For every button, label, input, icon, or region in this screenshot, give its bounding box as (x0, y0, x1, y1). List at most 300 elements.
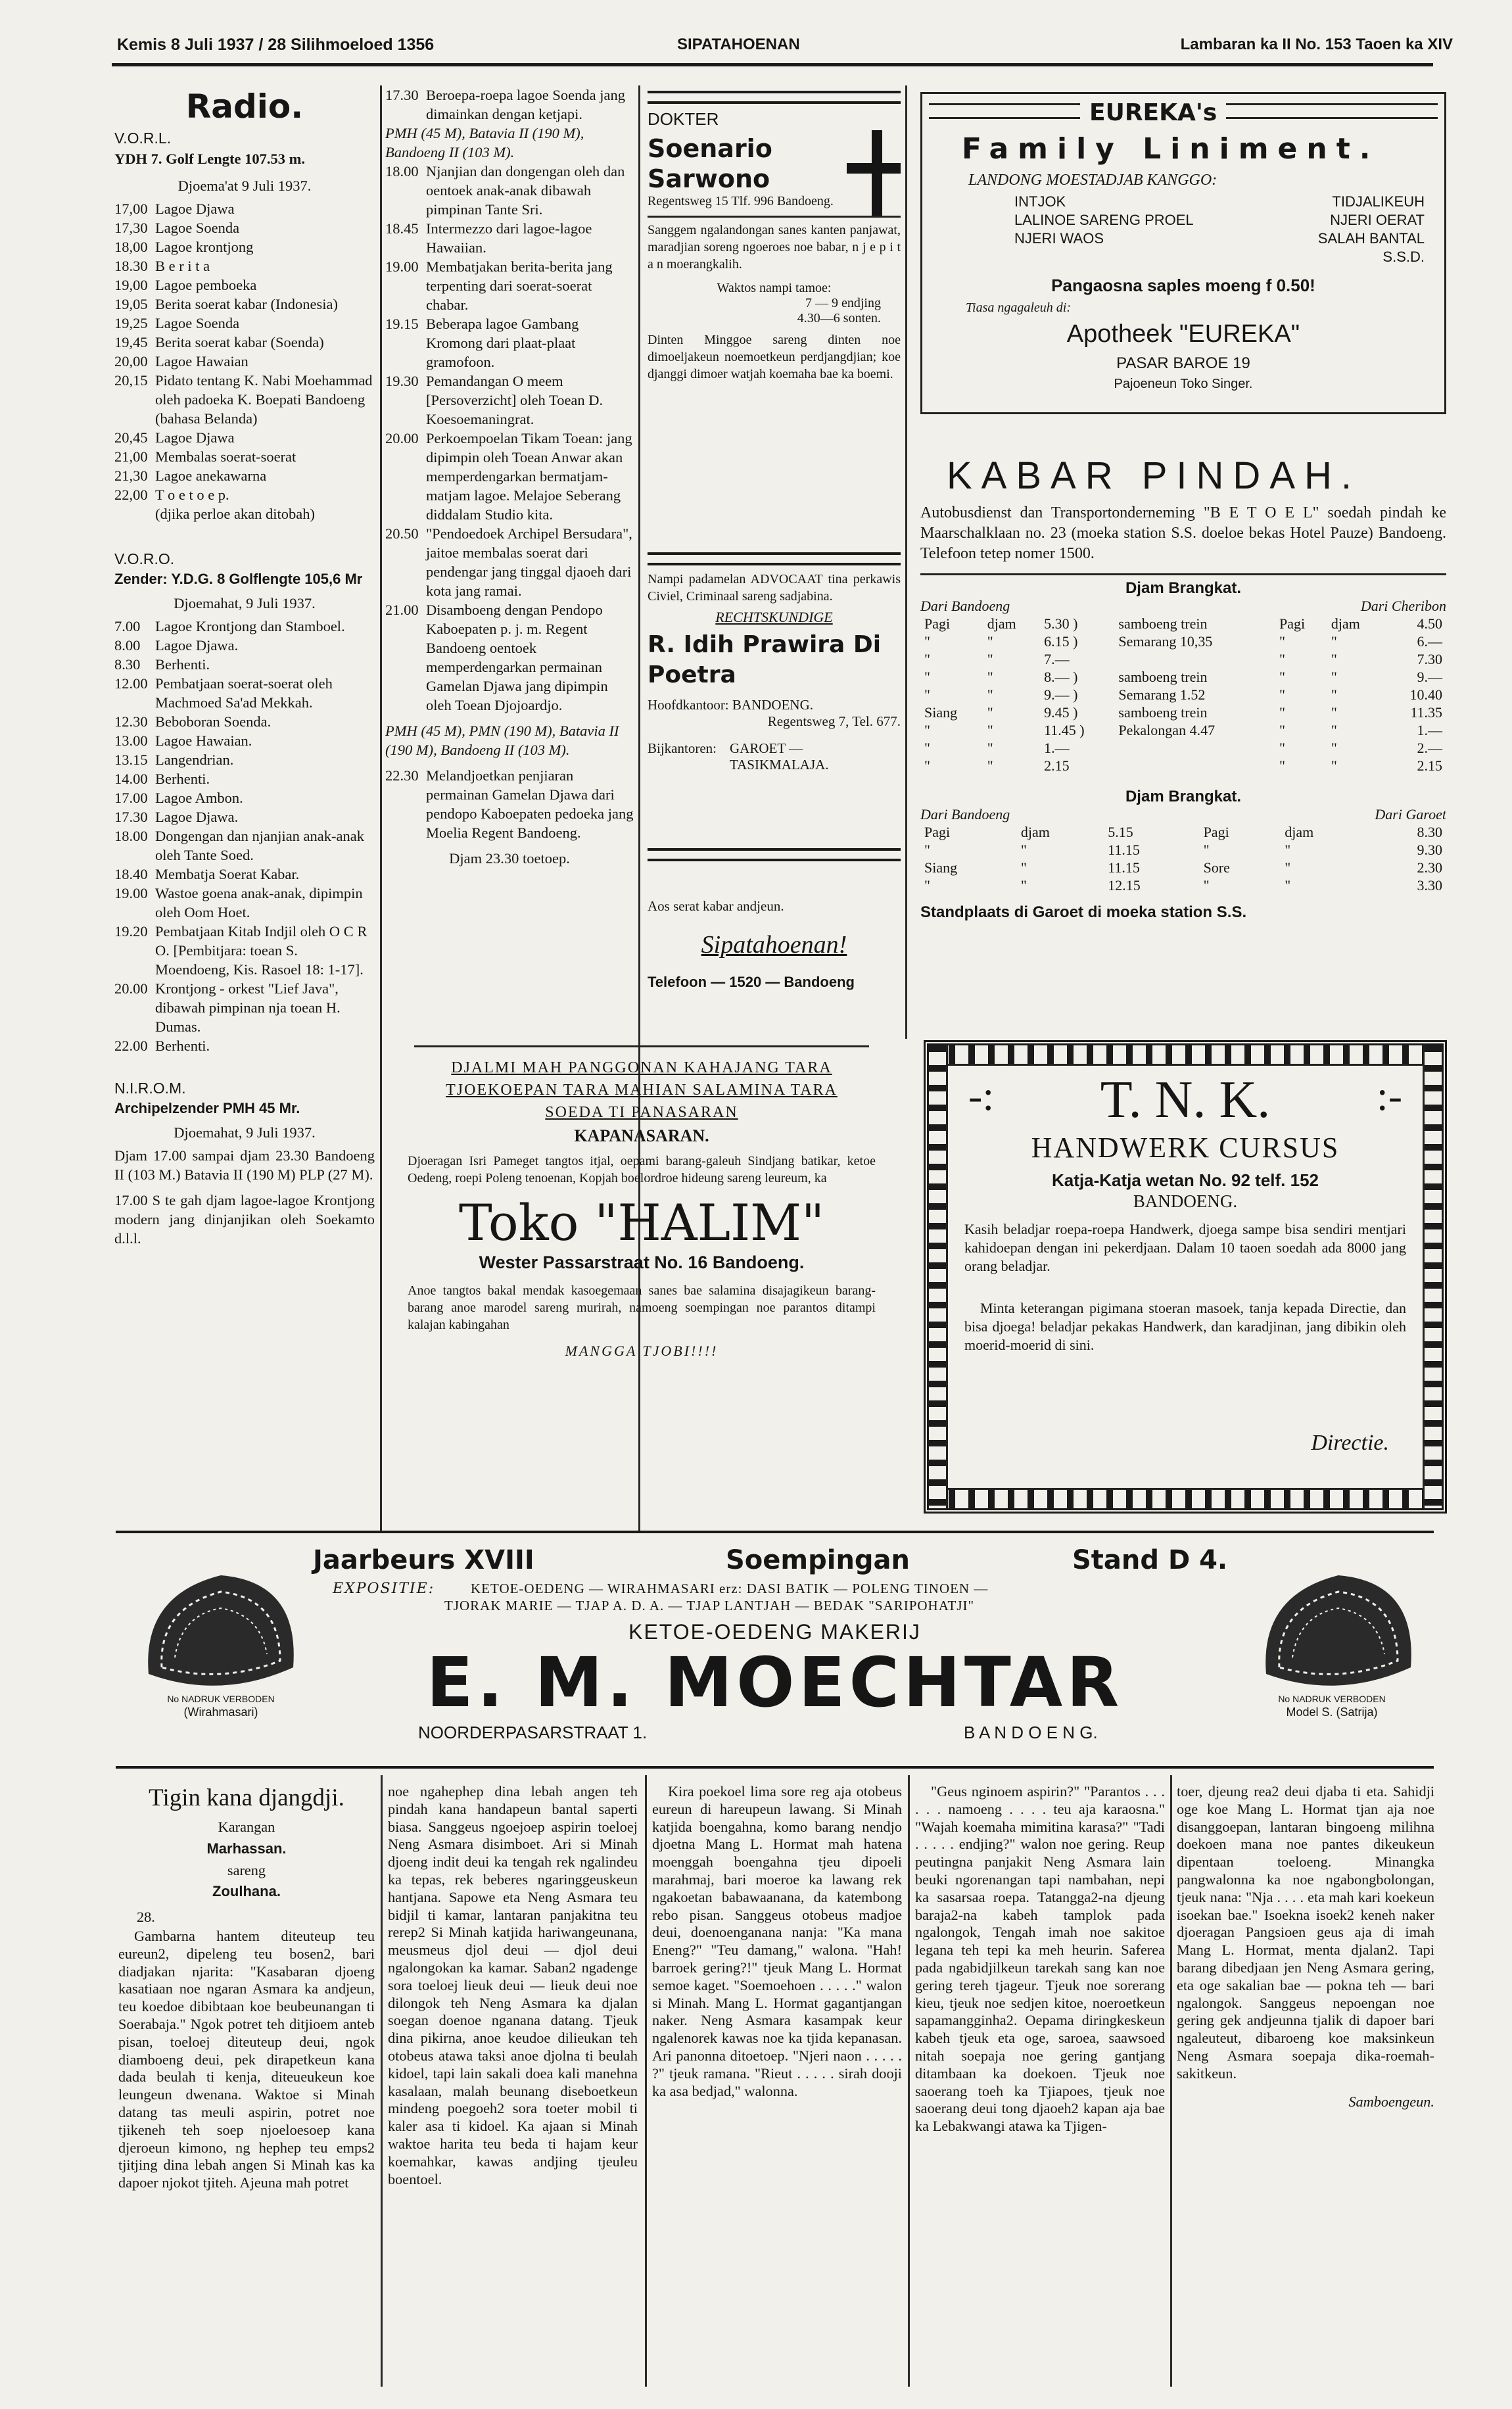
vorl-time: 17,30 (114, 220, 148, 236)
voro-item (114, 922, 375, 979)
voro-item (114, 674, 375, 712)
schedule-cell: 6.15 ) (1044, 633, 1078, 650)
radio2-program: Beberapa lagoe Gambang Kromong dari plaat-plaat gramofoon. (426, 316, 579, 370)
voro-program: Langendrian. (155, 751, 234, 768)
radio2-time: 19.00 (385, 258, 419, 275)
vorl-item (114, 256, 375, 275)
radio2-item (385, 85, 634, 124)
schedule-cell: " (987, 757, 993, 774)
vorl-item (114, 428, 375, 447)
schedule-cell: 8.— ) (1044, 669, 1078, 685)
schedule-cell: " (1331, 651, 1337, 667)
story-col-3 (652, 1783, 902, 2388)
vorl-time: 19,00 (114, 277, 148, 293)
left-cap-name: (Wirahmasari) (183, 1705, 258, 1719)
voro-time: 22.00 (114, 1038, 148, 1054)
schedule-cell: " (1279, 669, 1285, 685)
schedule-cell: " (1279, 740, 1285, 756)
bus-text: Autobusdienst dan Transportonderneming "B E T O E L" soedah pindah ke Maarschalklaan no. 23 (moeka station S.S. doeloe bekas Hotel Pauze) Bandoeng. Telefoon tetep nomer 1500. (920, 504, 1446, 562)
story-sign: Samboengeun. (1348, 2093, 1434, 2110)
voro-item (114, 769, 375, 788)
vorl-item (114, 485, 375, 504)
schedule-row (920, 876, 1446, 894)
radio2-item (385, 600, 634, 715)
voro-program: Lagoe Djawa. (155, 809, 239, 825)
voro-item (114, 788, 375, 807)
voro-sub: Zender: Y.D.G. 8 Golflengte 105,6 Mr (114, 571, 363, 587)
radio2-program: Membatjakan berita-berita jang terpenting dari soerat-soerat chabar. (426, 258, 613, 313)
doctor-name-2: Sarwono (648, 164, 770, 193)
nirom-date: Djoemahat, 9 Juli 1937. (174, 1124, 316, 1141)
vorl-item (114, 314, 375, 333)
bus-title: KABAR PINDAH. (947, 454, 1361, 497)
schedule-cell: samboeng trein (1118, 669, 1208, 685)
schedule-cell: samboeng trein (1118, 704, 1208, 721)
schedule-cell: " (924, 740, 930, 756)
schedule-cell: 1.— (1044, 740, 1070, 756)
vorl-program: Lagoe Soenda (155, 220, 240, 236)
schedule-cell: " (987, 669, 993, 685)
halim-kapan: KAPANASARAN. (574, 1126, 709, 1145)
vorl-program: Lagoe Hawaian (155, 353, 248, 370)
border-ornament (929, 1488, 1442, 1508)
voro-program: Berhenti. (155, 1038, 210, 1054)
voro-program: Membatja Soerat Kabar. (155, 866, 300, 882)
voro-program: Wastoe goena anak-anak, dipimpin oleh Oom Hoet. (155, 885, 363, 920)
radio2-end: Djam 23.30 toetoep. (449, 850, 570, 867)
schedule-cell: 9.45 ) (1044, 704, 1078, 721)
schedule-cell: " (924, 686, 930, 703)
schedule-cell: Semarang 10,35 (1118, 633, 1213, 650)
schedule-cell: " (1285, 877, 1291, 894)
story-author-1: Marhassan. (206, 1840, 287, 1857)
vorl-item (114, 447, 375, 466)
schedule-cell: Pagi (1279, 615, 1306, 632)
bijkantor-label: Bijkantoren: (648, 740, 717, 756)
vorl-time: 20,45 (114, 429, 148, 446)
story-karangan: Karangan (218, 1819, 275, 1835)
halim-top: DJALMI MAH PANGGONAN KAHAJANG TARA TJOEKOEPAN TARA MAHIAN SALAMINA TARA SOEDA TI PANASARAN (446, 1059, 838, 1121)
radio2-mid: PMH (45 M), PMN (190 M), Batavia II (190 M), Bandoeng II (103 M). (385, 723, 619, 758)
stand: Stand D 4. (1072, 1545, 1228, 1575)
voro-schedule (114, 617, 375, 1055)
moechtar-ad (116, 1531, 1434, 1754)
doctor-name-1: Soenario (648, 134, 772, 163)
vorl-time: 20,00 (114, 353, 148, 370)
vorl-program: Lagoe Soenda (155, 315, 240, 331)
schedule-cell: 10.40 (1409, 686, 1442, 703)
right-cap-caption: No NADRUK VERBODEN (1278, 1694, 1386, 1704)
voro-time: 17.00 (114, 790, 148, 806)
schedule-cell: Siang (924, 704, 958, 721)
tnk-ad: -: :- T. N. K. HANDWERK CURSUS Katja-Katja wetan No. 92 telf. 152 BANDOENG. Kasih beladjar roepa-roepa Handwerk, djoega sampe bisa sendiri mentjari kahidoepan dengan ini pekerdjaan. Dalam 10 taoen soedah ada 8000 jang orang beladjar. Minta keterangan pigimana stoeran masoek, tanja kepada Directie, dan bisa djoega! beladjar pekakas Handwerk, dan karadjinan, jang dibikin oleh moerid-moerid di sini. Directie. (924, 1040, 1447, 1514)
radio2-time: 18.00 (385, 163, 419, 179)
voro-head: V.O.R.O. (114, 550, 175, 567)
schedule-row (920, 632, 1446, 650)
tnk-sign: Directie. (1311, 1431, 1389, 1455)
vorl-item (114, 371, 375, 428)
voro-time: 14.00 (114, 771, 148, 787)
voro-program: Krontjong - orkest "Lief Java", dibawah pimpinan nja toean H. Dumas. (155, 980, 341, 1035)
story-text-2: noe ngahephep dina lebah angen teh pindah kana handapeun bantal saperti biasa. Sanggeus ngoejoep aspirin toeloej Neng Asmara disimboet. Ari si Minah djoeng indit deui ka tengah rek ngalindeu ka tepas, rek beberes ngaringgeuskeun hantjana. Sapowe eta Neng Asmara teu bidjil ti kamar, lantaran panjakitna teu rerep2 Si Minah katjida hariwangeunana, meusmeus djol deui — djol deui ngalongokan ka kamar. Saban2 ngadenge sora toeloej lieuk deui — lieuk deui noe dilongok teh Neng Asmara ka djalan soegan doenoe nganana datang. Tjeuk dina pikirna, anoe keudoe dilieukan teh otobeus atawa taksi anoe djolna ti beulah kidoel, tapi lain sakali doea kali manehna kasalaan, malah beunang diseboetkeun mindeng poegoeh2 sora toeter mobil ti kaler asa ti kidoel. Ka ajaan si Minah waktoe harita teu beda ti hajam keur koemahkar, kawas andjing tjeuleu boentoel. (388, 1783, 638, 2187)
radio2-item (385, 162, 634, 219)
kantor-label: Hoofdkantoor: (648, 697, 729, 713)
radio2-time: 21.00 (385, 602, 419, 618)
radio2-time: 19.15 (385, 316, 419, 332)
voro-time: 13.15 (114, 751, 148, 768)
vorl-time (114, 504, 155, 523)
moechtar-name: E. M. MOECHTAR (426, 1642, 1123, 1723)
vorl-schedule (114, 199, 375, 523)
radio2-item (385, 314, 634, 371)
halim-name: Toko "HALIM" (459, 1193, 824, 1252)
schedule-row (920, 739, 1446, 757)
schedule-cell: samboeng trein (1118, 615, 1208, 632)
doctor-text: Sanggem ngalandongan sanes kanten panjawat, maradjian soreng ngoeroes noe babar, n j e p i t a n moerangkalih. (648, 223, 901, 272)
radio-title: Radio. (185, 87, 304, 126)
eureka-ailment: TIDJALIKEUH (1332, 193, 1425, 210)
halim-footer: MANGGA TJOBI!!!! (565, 1343, 719, 1359)
schedule-cell: Pagi (924, 615, 951, 632)
eureka-address: PASAR BAROE 19 (1116, 354, 1250, 372)
rule (648, 91, 901, 104)
voro-program: Lagoe Ambon. (155, 790, 243, 806)
voro-item (114, 826, 375, 865)
vorl-head: V.O.R.L. (114, 130, 172, 147)
eureka-price: Pangaosna saples moeng f 0.50! (1051, 275, 1315, 295)
schedule-cell: " (1279, 651, 1285, 667)
vorl-program: Berita soerat kabar (Indonesia) (155, 296, 338, 312)
advocaat-ad (648, 552, 901, 842)
voro-program: Pembatjaan Kitab Indjil oleh O C R O. [Pembitjara: toean S. Moendoeng, Kis. Rasoel 18: 1-17]. (155, 923, 367, 978)
jaarbeurs: Jaarbeurs XVIII (313, 1545, 534, 1575)
schedule-row (920, 841, 1446, 859)
radio2-last (385, 766, 634, 842)
vorl-time: 19,05 (114, 296, 148, 312)
vorl-item (114, 199, 375, 218)
vorl-time: 22,00 (114, 487, 148, 503)
schedule-cell: djam (987, 615, 1016, 632)
schedule-cell: " (1279, 722, 1285, 738)
nirom-head: N.I.R.O.M. (114, 1080, 186, 1097)
schedule-cell: " (1331, 686, 1337, 703)
schedule-cell (1114, 650, 1275, 668)
vorl-program: Lagoe Djawa (155, 201, 235, 217)
vorl-program: B e r i t a (155, 258, 210, 274)
voro-program: Lagoe Krontjong dan Stamboel. (155, 618, 345, 634)
sipat-name: Sipatahoenan! (701, 931, 847, 959)
radio2-time: 20.00 (385, 430, 419, 446)
schedule-cell: 9.— (1417, 669, 1442, 685)
schedule-row (920, 686, 1446, 704)
schedule-cell: Siang (924, 859, 958, 876)
doctor-hours-label: Waktos nampi tamoe: (717, 281, 832, 295)
schedule-cell: " (1020, 859, 1027, 876)
story-col-2 (388, 1783, 638, 2388)
rule (648, 552, 901, 565)
schedule-cell: djam (1285, 824, 1314, 840)
schedule-cell: 9.30 (1417, 842, 1442, 858)
schedule-table-1 (920, 615, 1446, 775)
schedule-cell: " (1279, 704, 1285, 721)
vorl-item (114, 295, 375, 314)
schedule-cell: 2.— (1417, 740, 1442, 756)
expo-label: EXPOSITIE: (333, 1581, 435, 1597)
schedule-row (920, 704, 1446, 721)
schedule-cell: " (1331, 722, 1337, 738)
radio2-program: Perkoempoelan Tikam Toean: jang dipimpin oleh Toean Anwar akan memperdengarkan bermatjam-matjam lagoe. Melajoe Seberang diddalam Studio kita. (426, 430, 632, 523)
schedule-cell: " (1203, 842, 1210, 858)
voro-program: Berhenti. (155, 771, 210, 787)
schedule-cell: " (1285, 859, 1291, 876)
halim-ad (381, 1045, 902, 1519)
schedule-cell: 9.— ) (1044, 686, 1078, 703)
schedule-cell (1114, 739, 1275, 757)
story-number: 28. (137, 1909, 155, 1926)
voro-time: 7.00 (114, 618, 141, 634)
bus-brangkat: Djam Brangkat. (1125, 579, 1242, 597)
schedule-cell: " (924, 842, 930, 858)
schedule-cell: " (1020, 877, 1027, 894)
schedule-row (920, 859, 1446, 876)
schedule-cell: " (924, 669, 930, 685)
vorl-program: Lagoe pemboeka (155, 277, 257, 293)
schedule-cell: " (924, 633, 930, 650)
voro-time: 19.20 (114, 923, 148, 940)
radio2-program: Disamboeng dengan Pendopo Kaboepaten p. j. m. Regent Bandoeng oentoek memperdengarkan permainan Gamelan Djawa jang dipimpin oleh Toean Djojoardjo. (426, 602, 608, 713)
vorl-program: Berita soerat kabar (Soenda) (155, 334, 324, 350)
voro-program: Berhenti. (155, 656, 210, 673)
halim-text: Djoeragan Isri Pameget tangtos itjal, oepami barang-galeuh Sindjang batikar, ketoe Oedeng, roepi Poleng tenoenan, Kopjah boelordroe hideung sareng leureum, ka (408, 1154, 876, 1185)
radio2-item (385, 766, 634, 842)
voro-item (114, 865, 375, 884)
radio2-schedule (385, 85, 634, 715)
voro-time: 13.00 (114, 732, 148, 749)
schedule-cell: " (1279, 686, 1285, 703)
voro-time: 17.30 (114, 809, 148, 825)
doctor-address: Regentsweg 15 Tlf. 996 Bandoeng. (648, 194, 834, 208)
story-author-2: Zoulhana. (212, 1883, 281, 1900)
halim-text-2: Anoe tangtos bakal mendak kasoegemaan sanes bae salamina disajagikeun barang-barang anoe marodel sareng murirah, namoeng soempingan noe parantos ditampi kalajan kabingahan (408, 1283, 876, 1332)
story-title: Tigin kana djangdji. (149, 1784, 344, 1811)
vorl-program: Pidato tentang K. Nabi Moehammad oleh padoeka K. Boepati Bandoeng (bahasa Belanda) (155, 372, 373, 427)
schedule-cell: " (1279, 633, 1285, 650)
eureka-kanggo: LANDONG MOESTADJAB KANGGO: (968, 172, 1217, 189)
radio2-item (385, 429, 634, 524)
schedule-cell: 4.50 (1417, 615, 1442, 632)
schedule-cell: Pagi (924, 824, 951, 840)
schedule-cell: 11.15 (1108, 859, 1140, 876)
schedule-cell: " (1203, 877, 1210, 894)
schedule-cell: 5.15 (1108, 824, 1133, 840)
radio2-item (385, 524, 634, 600)
schedule-cell: Semarang 1.52 (1118, 686, 1206, 703)
schedule-row (920, 757, 1446, 775)
doctor-hours: 7 — 9 endjing 4.30—6 sonten. (797, 296, 881, 325)
schedule-cell: " (987, 686, 993, 703)
schedule-cell: " (924, 651, 930, 667)
radio2-intro: PMH (45 M), Batavia II (190 M), Bandoeng II (103 M). (385, 125, 584, 160)
eureka-ailment: NJERI WAOS (1014, 230, 1104, 247)
radio-column (114, 85, 375, 1545)
from-cheribon: Dari Cheribon (1360, 598, 1446, 614)
voro-time: 12.30 (114, 713, 148, 730)
vorl-item (114, 275, 375, 295)
schedule-row (920, 650, 1446, 668)
eureka-ailment: SALAH BANTAL (1317, 230, 1425, 247)
vorl-item (114, 504, 375, 523)
vorl-time: 17,00 (114, 201, 148, 217)
vorl-program: Lagoe Djawa (155, 429, 235, 446)
voro-program: Beboboran Soenda. (155, 713, 272, 730)
doctor-ad (648, 91, 901, 551)
voro-time: 20.00 (114, 980, 148, 997)
moechtar-city: B A N D O E N G. (964, 1723, 1098, 1742)
from-garoet: Dari Garoet (1375, 806, 1446, 823)
radio2-time: 19.30 (385, 373, 419, 389)
expo-items-2: TJORAK MARIE — TJAP A. D. A. — TJAP LANTJAH — BEDAK "SARIPOHATJI" (444, 1598, 975, 1613)
radio-column-2 (385, 85, 634, 1039)
tnk-text: Kasih beladjar roepa-roepa Handwerk, djoega sampe bisa sendiri mentjari kahidoepan dengan ini pekerdjaan. Dalam 10 taoen soedah ada 8000 jang orang beladjar. (964, 1221, 1406, 1274)
halim-address: Wester Passarstraat No. 16 Bandoeng. (479, 1252, 805, 1272)
schedule-cell: " (1285, 842, 1291, 858)
left-cap-caption: No NADRUK VERBODEN (167, 1694, 275, 1704)
issue-number: Lambaran ka II No. 153 Taoen ka XIV (1180, 36, 1453, 53)
eureka-left (1014, 193, 1194, 248)
voro-program: Lagoe Hawaian. (155, 732, 252, 749)
schedule-cell: 2.15 (1417, 757, 1442, 774)
soempingan: Soempingan (726, 1545, 910, 1575)
schedule-cell (1114, 757, 1275, 775)
story-text-4: "Geus nginoem aspirin?" "Parantos . . . . . . namoeng . . . . teu aja karaosna." "Wajah koemaha mimitina karasa?" "Tadi . . . . . endjing?" walon noe gering. Reup peutingna panjakit Neng Asmara lain beuki ngorenangan tapi nambahan, nepi ka sasarsaa roepa. Tatangga2-na djeung baraja2-na kabeh tamplok pada ngalongok, Tengah imah noe sakitoe legana teh tepi ka meh heurin. Saferea pada ngabidjilkeun tarekah sang kan noe gering tereh tjageur. Tjeuk noe sorerang kieu, tjeuk noe sedjen kitoe, noeroetkeun sapamangginha2. Oepama diringkeskeun kabeh tjeuk eta oge, saroea, saawsoed nitah soepaja noe gering gantjang ditambaan ka doekoen. Tjeuk noe saoerang toeh ka Tjiapoes, tjeuk noe saoerang deui tong djaoeh2 kapan aja bae ka Lebakwangi atawa ka Tjigen- (915, 1783, 1165, 2135)
story-col-5 (1177, 1783, 1434, 2388)
eureka-ailment: S.S.D. (1382, 249, 1425, 265)
schedule-row (920, 668, 1446, 686)
kantor-address: Regentsweg 7, Tel. 677. (767, 713, 901, 729)
advocaat-title: RECHTSKUNDIGE (715, 609, 833, 625)
schedule-cell: " (987, 740, 993, 756)
story-text-3: Kira poekoel lima sore reg aja otobeus eureun di hareupeun lawang. Si Minah katjida boengahna, komo barang nendjo djoetna Mang L. Hormat mah hatena moenggah boengahna tjeu dipoeli marahmaj, bari moeroe ka lawang rek ngakoetan babawaanana, da katembong rebo pisan. Sanggeus otobeus madjoe deui, doenoenganana nanja: "Ka mana Eneng?" "Teu damang," walona. "Hah! barroek gering?!" tjeuk Mang L. Hormat semoe kaget. "Soemoehoen . . . . ." walon si Minah. Mang L. Hormat gagantjangan naker. Neng Asmara kasampak keur ngalenorek kawas noe ka tjida kepanasan. Ari panonna ditoetoep. "Njeri naon . . . . . ?" tjeuk ramana. "Rieut . . . . . sirah dooji ka asa bedjad," walonna. (652, 1783, 902, 2099)
eureka-sub: Family Liniment. (962, 132, 1380, 166)
tnk-text-2: Minta keterangan pigimana stoeran masoek, tanja kepada Directie, dan bisa djoega! beladjar pekakas Handwerk, dan karadjinan, jang dibikin oleh moerid-moerid di sini. (964, 1300, 1406, 1353)
schedule-cell: Sore (1203, 859, 1230, 876)
schedule-cell: djam (1331, 615, 1360, 632)
schedule-cell: " (924, 877, 930, 894)
vorl-item (114, 466, 375, 485)
eureka-singer: Pajoeneun Toko Singer. (1114, 377, 1253, 391)
voro-date: Djoemahat, 9 Juli 1937. (174, 595, 316, 611)
voro-item (114, 884, 375, 922)
schedule-cell: 7.— (1044, 651, 1070, 667)
radio2-program: Pemandangan O meem [Persoverzicht] oleh Toean D. Koesoemaningrat. (426, 373, 603, 427)
from-bandoeng: Dari Bandoeng (920, 598, 1010, 614)
voro-item (114, 636, 375, 655)
schedule-row (920, 721, 1446, 739)
story-text-5: toer, djeung rea2 deui djaba ti eta. Sahidji oge koe Mang L. Hormat tjan aja noe disanggoepan, lantaran bingoeng milihna doekoen mana noe pantes dikeukeun dipentaan toeloeng. Minangka pangwalonna ka noe ngabongbolongan, tjeuk nana: "Nja . . . . eta mah kari koekeun isoekan bae." Isoekna isoek2 keneh naker djoeragan Pangsioen geus aja di imah Mang L. Hormat, menta djalan2. Tapi barang dibedjaan jen Neng Asmara gering, eta oge sakalian bae — pokna teh — bari ngalongok. Sanggeus nepoengan noe gering gek andjeunna tjalik di dapoer bari ngaleuteut, dibaroeng koe maksinkeun Neng Asmara soepaja dika-roemah-sakitkeun. (1177, 1783, 1434, 2082)
masthead-rule (112, 63, 1433, 66)
vorl-time: 19,25 (114, 315, 148, 331)
schedule-cell: 7.30 (1417, 651, 1442, 667)
vorl-time: 18.30 (114, 258, 148, 274)
rule (648, 848, 901, 861)
bus-ad (920, 454, 1446, 1032)
schedule-cell: 11.35 (1410, 704, 1442, 721)
schedule-cell: " (987, 633, 993, 650)
schedule-cell: 8.30 (1417, 824, 1442, 840)
vorl-time: 20,15 (114, 372, 148, 389)
radio2-time: 17.30 (385, 87, 419, 103)
voro-item (114, 712, 375, 731)
eureka-title: EUREKA's (1080, 99, 1226, 126)
voro-program: Lagoe Djawa. (155, 637, 239, 654)
radio2-time: 20.50 (385, 525, 419, 542)
eureka-ad (920, 92, 1446, 414)
column-rule (905, 85, 907, 1039)
doctor-note: Dinten Minggoe sareng dinten noe dimoeljakeun noemoetkeun perdjangdjian; koe djanggi dimoer watjah koemaha bae ka boemi. (648, 333, 901, 381)
issue-date: Kemis 8 Juli 1937 / 28 Silihmoeloed 1356 (117, 36, 435, 54)
voro-item (114, 617, 375, 636)
doctor-head: DOKTER (648, 109, 719, 129)
schedule-cell: Pagi (1203, 824, 1229, 840)
voro-program: Dongengan dan njanjian anak-anak oleh Tante Soed. (155, 828, 364, 863)
tnk-address: Katja-Katja wetan No. 92 telf. 152 (1051, 1170, 1319, 1190)
voro-time: 8.00 (114, 637, 141, 654)
sipat-tel: Telefoon — 1520 — Bandoeng (648, 974, 855, 990)
voro-item (114, 731, 375, 750)
nirom-sub: Archipelzender PMH 45 Mr. (114, 1100, 300, 1116)
vorl-item (114, 352, 375, 371)
story-col-4 (915, 1783, 1165, 2388)
eureka-ailment: INTJOK (1014, 193, 1066, 210)
voro-item (114, 750, 375, 769)
sipatahoenan-ad (648, 848, 901, 1013)
eureka-where: Tiasa ngagaleuh di: (966, 300, 1072, 315)
vorl-program: (djika perloe akan ditobah) (155, 506, 316, 522)
vorl-program: Membalas soerat-soerat (155, 448, 296, 465)
radio2-program: Melandjoetkan penjiaran permainan Gamelan Djawa dari pendopo Kaboepaten pedoeka jang Moelia Regent Bandoeng. (426, 767, 634, 841)
schedule-cell: 11.15 (1108, 842, 1140, 858)
voro-time: 12.00 (114, 675, 148, 692)
schedule-table-2 (920, 823, 1446, 894)
schedule-cell: " (1331, 740, 1337, 756)
voro-program: Pembatjaan soerat-soerat oleh Machmoed Sa'ad Mekkah. (155, 675, 333, 711)
border-ornament (929, 1045, 1442, 1066)
bijkantor-cities: GAROET — TASIKMALAJA. (729, 740, 829, 773)
schedule-cell: 12.15 (1108, 877, 1141, 894)
story-text-1: Gambarna hantem diteuteup teu eureun2, dipeleng teu bosen2, bari diadjakan njarita: "Kasabaran djoeng kasatiaan noe ngaran Asmara ka andjeun, teu koedoe dibibtaan koe beubeunangan ti Soerabaja." Ngok potret teh ditjioem anteb pisan, toeloej diteuteup deui, ngok diamboeng deui, pek dirapetkeun kana dada beulah ti kenja, diteueukeun koe leungeun dwenana. Waktoe si Minah datang tas meuli aspirin, potret noe tjikeneh teh soep njoeloesoep kana djeroeun kimono, ng hephep teu emps2 tjitjing dina lebah angen Si Minah kas ka dapoer njokot tjiteh. Ajeuna mah potret (118, 1927, 375, 2191)
voro-time: 18.00 (114, 828, 148, 844)
radio2-program: "Pendoedoek Archipel Bersudara", jaitoe membalas soerat dari pendengar jang tinggal djaoeh dari kota jang ramai. (426, 525, 632, 599)
tnk-title: T. N. K. (1100, 1071, 1271, 1129)
moechtar-address: NOORDERPASARSTRAAT 1. (418, 1723, 648, 1742)
schedule-cell: " (1331, 704, 1337, 721)
radio2-program: Njanjian dan dongengan oleh dan oentoek anak-anak dibawah pimpinan Tante Sri. (426, 163, 625, 218)
schedule-cell: 11.45 ) (1044, 722, 1085, 738)
schedule-cell: " (987, 651, 993, 667)
schedule-cell: " (924, 722, 930, 738)
voro-item (114, 807, 375, 826)
vorl-program: Lagoe krontjong (155, 239, 254, 255)
voro-time: 18.40 (114, 866, 148, 882)
eureka-ailment: NJERI OERAT (1330, 212, 1425, 228)
eureka-right (1318, 193, 1425, 266)
nirom-text: Djam 17.00 sampai djam 23.30 Bandoeng II (103 M.) Batavia II (190 M) PLP (27 M). (114, 1147, 375, 1183)
schedule-cell: 6.— (1417, 633, 1442, 650)
voro-time: 8.30 (114, 656, 141, 673)
bus-stand: Standplaats di Garoet di moeka station S.S. (920, 903, 1247, 921)
vorl-item (114, 237, 375, 256)
schedule-cell: " (1279, 757, 1285, 774)
